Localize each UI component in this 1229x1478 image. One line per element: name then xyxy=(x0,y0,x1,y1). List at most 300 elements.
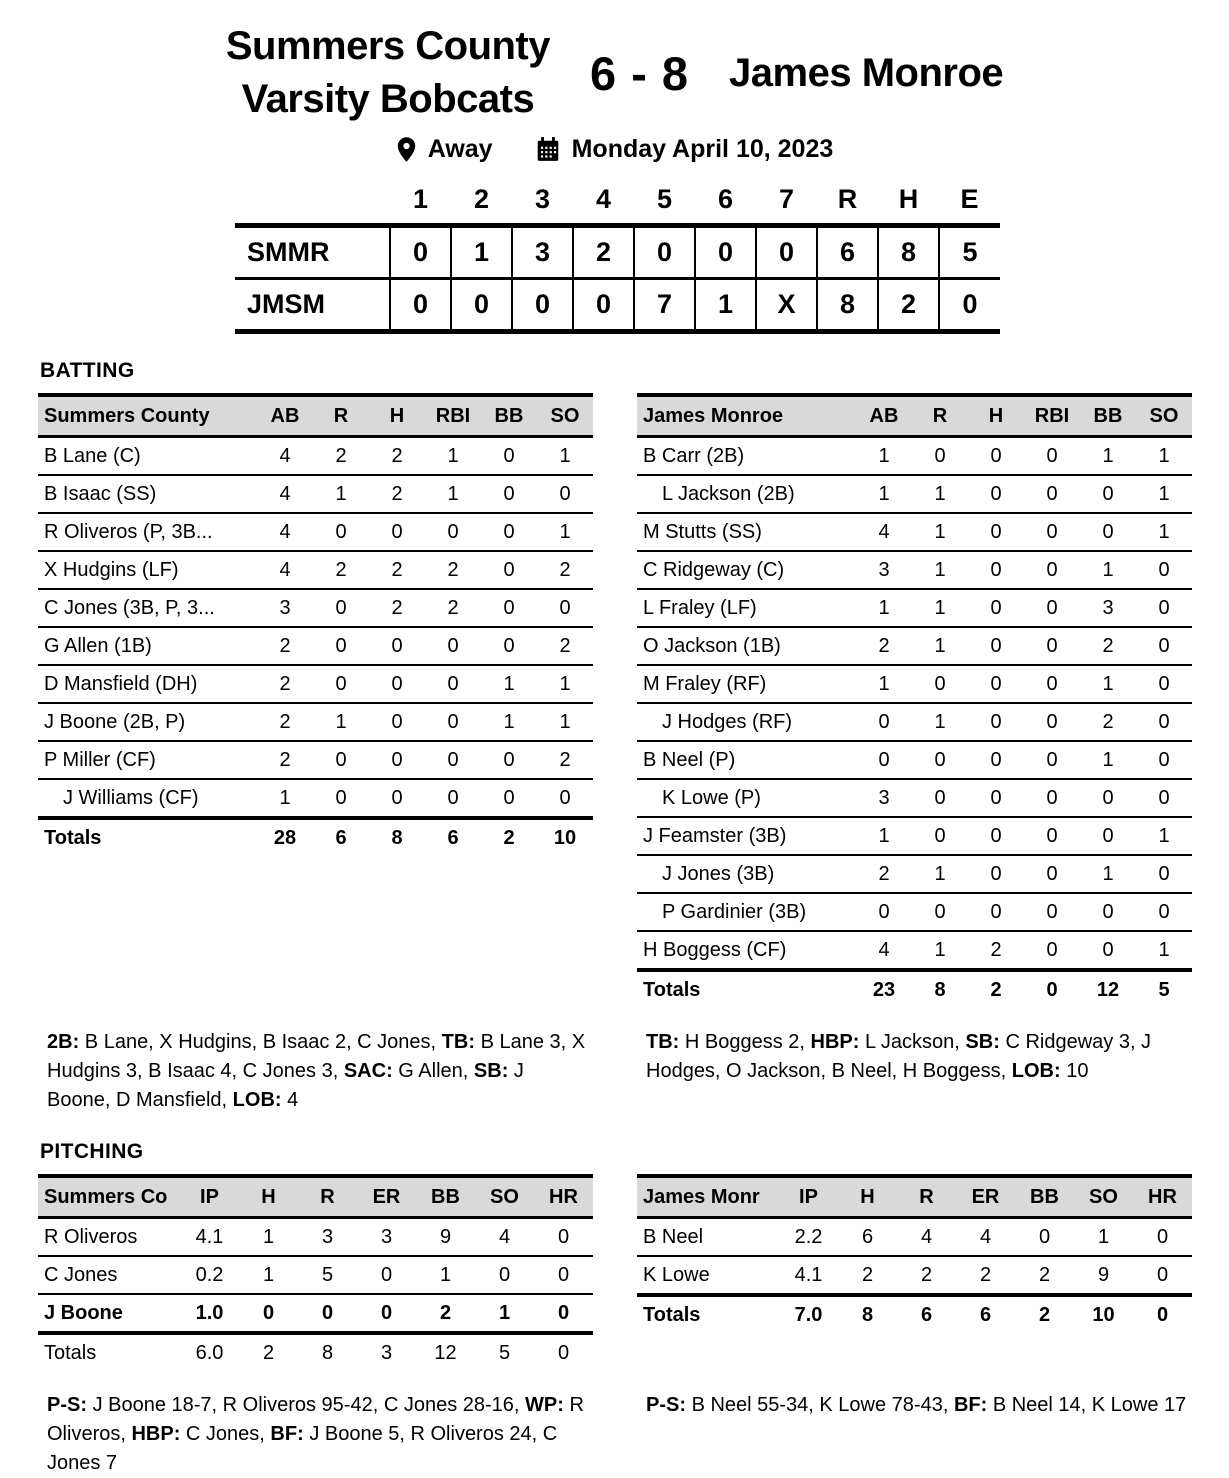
line-score-table xyxy=(235,184,1000,334)
inning-score: 0 xyxy=(512,279,573,332)
total-rbi: 0 xyxy=(1046,979,1058,1002)
player-name: R Oliveros (P, 3B... xyxy=(44,521,213,544)
pitching-home-totals xyxy=(637,1295,1192,1333)
pitching-player-row xyxy=(38,1218,593,1257)
stat-ab: 4 xyxy=(878,939,890,962)
note-text: 4 xyxy=(287,1089,299,1112)
stat-h: 0 xyxy=(990,445,1002,468)
column-header-hr: HR xyxy=(549,1186,578,1209)
column-header-er: ER xyxy=(372,1186,401,1209)
stat-h: 1 xyxy=(262,1264,275,1287)
line-score-header-row xyxy=(235,184,1000,226)
line-score-body xyxy=(235,226,1000,332)
batting-player-row xyxy=(637,475,1192,513)
column-header-r: R xyxy=(919,1186,934,1209)
stat-so: 2 xyxy=(559,559,571,582)
stat-bb: 0 xyxy=(503,787,515,810)
batting-player-row xyxy=(38,551,593,589)
stat-so: 1 xyxy=(559,711,571,734)
stat-so: 0 xyxy=(1158,635,1170,658)
inning-score: 3 xyxy=(512,226,573,279)
pitching-player-row xyxy=(38,1256,593,1294)
note-label: SB: xyxy=(965,1031,1000,1054)
batting-player-row xyxy=(637,437,1192,476)
stat-ab: 0 xyxy=(878,711,890,734)
total-bb: 12 xyxy=(434,1342,457,1365)
inning-score: 0 xyxy=(390,279,451,332)
note-text: B Lane, X Hudgins, B Isaac 2, C Jones, xyxy=(84,1031,437,1054)
stat-bb: 1 xyxy=(1102,863,1114,886)
column-header-bb: BB xyxy=(1093,405,1123,428)
note-label: LOB: xyxy=(1011,1060,1061,1083)
column-header-so: SO xyxy=(550,405,580,428)
pitcher-name: K Lowe xyxy=(643,1264,710,1287)
stat-bb: 1 xyxy=(1102,749,1114,772)
stat-h: 0 xyxy=(990,825,1002,848)
column-header-hr: HR xyxy=(1148,1186,1177,1209)
stat-so: 1 xyxy=(1158,483,1170,506)
calendar-icon xyxy=(535,137,561,163)
stat-r: 2 xyxy=(335,559,347,582)
note-text: J Boone, D Mansfield, xyxy=(47,1060,524,1112)
stat-r: 1 xyxy=(934,939,946,962)
note-label: TB: xyxy=(646,1031,680,1054)
runs-value: 6 xyxy=(817,226,878,279)
stat-r: 1 xyxy=(934,521,946,544)
column-header-h: H xyxy=(261,1186,276,1209)
player-name: H Boggess (CF) xyxy=(643,939,787,962)
stat-rbi: 0 xyxy=(447,635,459,658)
column-header-so: SO xyxy=(490,1186,519,1209)
stat-ab: 4 xyxy=(279,445,291,468)
total-bb: 2 xyxy=(503,827,515,850)
stat-bb: 0 xyxy=(503,559,515,582)
player-name: C Jones (3B, P, 3... xyxy=(44,597,215,620)
total-so: 5 xyxy=(498,1342,511,1365)
player-name: D Mansfield (DH) xyxy=(44,673,198,696)
stat-bb: 0 xyxy=(1102,483,1114,506)
pitching-player-row xyxy=(38,1294,593,1333)
stat-so: 0 xyxy=(1158,787,1170,810)
stat-ip: 2.2 xyxy=(794,1226,823,1249)
total-hr: 0 xyxy=(1156,1304,1169,1327)
stat-h: 0 xyxy=(990,673,1002,696)
stat-rbi: 1 xyxy=(447,483,459,506)
column-header-r: R xyxy=(320,1186,335,1209)
stat-bb: 0 xyxy=(503,635,515,658)
column-header-rbi: RBI xyxy=(435,405,471,428)
pitching-section-title: PITCHING xyxy=(40,1140,144,1164)
away-team-name-line1: Summers County xyxy=(225,24,550,68)
note-label: TB: xyxy=(441,1031,475,1054)
stat-h: 0 xyxy=(391,749,403,772)
pitching-header-row xyxy=(637,1176,1192,1218)
stat-r: 1 xyxy=(335,711,347,734)
game-meta xyxy=(0,135,1229,164)
stat-h: 2 xyxy=(391,445,403,468)
stat-bb: 1 xyxy=(1102,445,1114,468)
player-name: L Jackson (2B) xyxy=(662,483,795,506)
final-score: 6 - 8 xyxy=(590,46,690,100)
stat-ab: 4 xyxy=(279,521,291,544)
batting-player-row xyxy=(38,437,593,476)
runs-value: 8 xyxy=(817,279,878,332)
stat-h: 0 xyxy=(990,635,1002,658)
stat-h: 0 xyxy=(990,483,1002,506)
stat-hr: 0 xyxy=(557,1226,570,1249)
player-name: J Williams (CF) xyxy=(63,787,199,810)
pitching-notes-away xyxy=(38,1391,588,1478)
inning-score: 0 xyxy=(695,226,756,279)
inning-score: 0 xyxy=(573,279,634,332)
inning-score: 1 xyxy=(451,226,512,279)
stat-ab: 0 xyxy=(878,749,890,772)
batting-team-header: James Monroe xyxy=(643,405,784,428)
stat-rbi: 1 xyxy=(447,445,459,468)
stat-h: 0 xyxy=(990,901,1002,924)
totals-label: Totals xyxy=(643,1304,701,1327)
stat-ab: 4 xyxy=(279,559,291,582)
stat-h: 1 xyxy=(262,1226,275,1249)
column-header-so: SO xyxy=(1089,1186,1118,1209)
stat-rbi: 0 xyxy=(1046,597,1058,620)
total-so: 10 xyxy=(553,827,577,850)
stat-r: 0 xyxy=(321,1302,334,1325)
note-label: P-S: xyxy=(646,1394,686,1417)
player-name: G Allen (1B) xyxy=(44,635,152,658)
errors-value: 5 xyxy=(939,226,1000,279)
pitcher-name: R Oliveros xyxy=(44,1226,138,1249)
line-score-row xyxy=(235,279,1000,332)
pitching-notes-home xyxy=(637,1391,1187,1420)
note-text: B Lane 3, X Hudgins 3, B Isaac 4, C Jones 3, xyxy=(47,1031,586,1083)
inning-score: 1 xyxy=(695,279,756,332)
stat-r: 0 xyxy=(934,445,946,468)
batting-team-header: Summers County xyxy=(44,405,210,428)
stat-so: 1 xyxy=(559,673,571,696)
note-label: HBP: xyxy=(810,1031,860,1054)
batting-player-row xyxy=(38,741,593,779)
note-label: SB: xyxy=(473,1060,509,1083)
stat-h: 0 xyxy=(391,521,403,544)
stat-r: 4 xyxy=(920,1226,933,1249)
stat-hr: 0 xyxy=(557,1264,570,1287)
player-name: X Hudgins (LF) xyxy=(44,559,179,582)
inning-header: 1 xyxy=(412,184,429,215)
total-h: 2 xyxy=(262,1342,275,1365)
stat-bb: 1 xyxy=(1102,673,1114,696)
stat-ab: 0 xyxy=(878,901,890,924)
column-header-r: R xyxy=(333,405,349,428)
stat-ip: 1.0 xyxy=(195,1302,224,1325)
batting-player-row xyxy=(637,893,1192,931)
line-score-row xyxy=(235,226,1000,279)
inning-score: 2 xyxy=(573,226,634,279)
total-ip: 6.0 xyxy=(195,1342,224,1365)
stat-bb: 0 xyxy=(1038,1226,1051,1249)
stat-er: 2 xyxy=(979,1264,992,1287)
stat-rbi: 0 xyxy=(447,673,459,696)
stat-rbi: 0 xyxy=(1046,749,1058,772)
stat-ab: 3 xyxy=(279,597,291,620)
stat-bb: 0 xyxy=(1102,521,1114,544)
stat-h: 0 xyxy=(391,711,403,734)
batting-player-row xyxy=(637,513,1192,551)
stat-r: 1 xyxy=(934,711,946,734)
stat-r: 0 xyxy=(934,673,946,696)
note-label: LOB: xyxy=(232,1089,282,1112)
batting-player-row xyxy=(637,665,1192,703)
stat-bb: 3 xyxy=(1102,597,1114,620)
stat-r: 1 xyxy=(934,863,946,886)
stat-ab: 4 xyxy=(878,521,890,544)
pitching-team-header: Summers Co xyxy=(44,1186,168,1209)
stat-r: 3 xyxy=(321,1226,334,1249)
player-name: M Fraley (RF) xyxy=(643,673,767,696)
stat-r: 0 xyxy=(335,787,347,810)
batting-player-row xyxy=(637,589,1192,627)
stat-so: 0 xyxy=(1158,901,1170,924)
stat-ip: 0.2 xyxy=(195,1264,224,1287)
inning-header: 5 xyxy=(656,184,673,215)
inning-score: 0 xyxy=(451,279,512,332)
totals-label: Totals xyxy=(44,827,102,850)
stat-r: 0 xyxy=(335,597,347,620)
stat-bb: 0 xyxy=(503,749,515,772)
stat-r: 0 xyxy=(335,635,347,658)
stat-so: 0 xyxy=(559,787,571,810)
inning-score: 0 xyxy=(634,226,695,279)
stat-rbi: 0 xyxy=(447,521,459,544)
pitching-home-body xyxy=(637,1218,1192,1296)
stat-r: 0 xyxy=(934,787,946,810)
stat-ab: 1 xyxy=(878,483,890,506)
column-header-ab: AB xyxy=(270,405,300,428)
pitching-away-totals xyxy=(38,1333,593,1371)
totals-row xyxy=(38,1333,593,1371)
note-text: H Boggess 2, xyxy=(684,1031,805,1054)
total-bb: 12 xyxy=(1096,979,1120,1002)
stat-bb: 1 xyxy=(1102,559,1114,582)
stat-so: 0 xyxy=(1158,597,1170,620)
stat-er: 4 xyxy=(979,1226,992,1249)
inning-score: X xyxy=(756,279,817,332)
hits-header: H xyxy=(898,184,919,215)
stat-r: 2 xyxy=(920,1264,933,1287)
player-name: J Boone (2B, P) xyxy=(44,711,186,734)
errors-value: 0 xyxy=(939,279,1000,332)
total-h: 8 xyxy=(861,1304,874,1327)
team-abbreviation: JMSM xyxy=(247,289,326,320)
stat-rbi: 0 xyxy=(1046,901,1058,924)
stat-so: 9 xyxy=(1097,1264,1110,1287)
pitching-header-row xyxy=(38,1176,593,1218)
totals-row xyxy=(637,970,1192,1008)
stat-rbi: 0 xyxy=(1046,483,1058,506)
stat-ab: 2 xyxy=(279,711,291,734)
note-text: J Boone 5, R Oliveros 24, C Jones 7 xyxy=(47,1423,558,1475)
batting-notes-home xyxy=(637,1028,1187,1086)
totals-row xyxy=(38,818,593,856)
note-label: HBP: xyxy=(131,1423,181,1446)
stat-rbi: 0 xyxy=(1046,711,1058,734)
total-bb: 2 xyxy=(1038,1304,1051,1327)
stat-ab: 1 xyxy=(878,673,890,696)
inning-score: 7 xyxy=(634,279,695,332)
stat-hr: 0 xyxy=(1156,1264,1169,1287)
stat-h: 0 xyxy=(990,711,1002,734)
batting-notes-away xyxy=(38,1028,588,1115)
column-header-h: H xyxy=(988,405,1004,428)
stat-so: 0 xyxy=(1158,863,1170,886)
stat-rbi: 0 xyxy=(1046,559,1058,582)
stat-h: 0 xyxy=(990,597,1002,620)
away-team-name-line2: Varsity Bobcats xyxy=(241,77,535,122)
player-name: B Carr (2B) xyxy=(643,445,745,468)
stat-rbi: 0 xyxy=(1046,673,1058,696)
pitcher-name: J Boone xyxy=(44,1302,123,1325)
player-name: J Feamster (3B) xyxy=(643,825,787,848)
team-abbreviation: SMMR xyxy=(247,237,330,268)
stat-r: 0 xyxy=(335,749,347,772)
stat-r: 0 xyxy=(934,901,946,924)
stat-h: 2 xyxy=(391,559,403,582)
game-header xyxy=(0,0,1229,126)
stat-ab: 2 xyxy=(878,635,890,658)
note-label: 2B: xyxy=(47,1031,80,1054)
player-name: O Jackson (1B) xyxy=(643,635,781,658)
stat-so: 1 xyxy=(559,445,571,468)
stat-rbi: 0 xyxy=(1046,787,1058,810)
stat-r: 1 xyxy=(934,483,946,506)
column-header-ab: AB xyxy=(869,405,899,428)
stat-r: 0 xyxy=(335,673,347,696)
stat-bb: 2 xyxy=(439,1302,452,1325)
note-label: P-S: xyxy=(47,1394,87,1417)
stat-so: 0 xyxy=(1158,711,1170,734)
player-name: J Jones (3B) xyxy=(662,863,775,886)
batting-player-row xyxy=(637,779,1192,817)
game-date: Monday April 10, 2023 xyxy=(571,135,834,164)
column-header-rbi: RBI xyxy=(1034,405,1070,428)
pitching-player-row xyxy=(637,1218,1192,1257)
total-ab: 28 xyxy=(273,827,297,850)
stat-ab: 1 xyxy=(878,825,890,848)
batting-player-row xyxy=(38,665,593,703)
stat-h: 0 xyxy=(990,863,1002,886)
pitching-table-home xyxy=(637,1174,1192,1333)
batting-player-row xyxy=(38,475,593,513)
stat-h: 6 xyxy=(861,1226,874,1249)
total-er: 6 xyxy=(979,1304,992,1327)
total-r: 8 xyxy=(321,1342,334,1365)
note-text: B Neel 14, K Lowe 17 xyxy=(992,1394,1187,1417)
stat-h: 0 xyxy=(990,559,1002,582)
column-header-h: H xyxy=(860,1186,875,1209)
stat-ab: 1 xyxy=(279,787,291,810)
total-ip: 7.0 xyxy=(794,1304,823,1327)
stat-rbi: 2 xyxy=(447,559,459,582)
stat-bb: 0 xyxy=(503,597,515,620)
player-name: P Miller (CF) xyxy=(44,749,156,772)
column-header-er: ER xyxy=(971,1186,1000,1209)
stat-bb: 2 xyxy=(1038,1264,1051,1287)
stat-so: 1 xyxy=(1158,825,1170,848)
stat-hr: 0 xyxy=(1156,1226,1169,1249)
stat-r: 1 xyxy=(934,559,946,582)
total-h: 2 xyxy=(990,979,1002,1002)
stat-rbi: 0 xyxy=(1046,939,1058,962)
pitching-away-body xyxy=(38,1218,593,1334)
batting-player-row xyxy=(637,931,1192,970)
stat-er: 0 xyxy=(380,1302,393,1325)
stat-h: 0 xyxy=(391,635,403,658)
batting-player-row xyxy=(637,855,1192,893)
batting-player-row xyxy=(38,589,593,627)
total-rbi: 6 xyxy=(447,827,459,850)
batting-home-body xyxy=(637,437,1192,971)
stat-h: 2 xyxy=(861,1264,874,1287)
line-score-corner xyxy=(235,184,390,226)
stat-bb: 0 xyxy=(1102,787,1114,810)
stat-ab: 1 xyxy=(878,597,890,620)
stat-so: 2 xyxy=(559,749,571,772)
batting-header-row xyxy=(38,395,593,437)
batting-header-row xyxy=(637,395,1192,437)
pitching-table-away xyxy=(38,1174,593,1371)
stat-h: 0 xyxy=(391,787,403,810)
batting-player-row xyxy=(38,627,593,665)
column-header-h: H xyxy=(389,405,405,428)
stat-bb: 1 xyxy=(503,711,515,734)
batting-table-away xyxy=(38,393,593,856)
batting-player-row xyxy=(637,817,1192,855)
total-r: 8 xyxy=(934,979,946,1002)
stat-ab: 4 xyxy=(279,483,291,506)
stat-so: 1 xyxy=(1158,521,1170,544)
stat-h: 2 xyxy=(990,939,1002,962)
column-header-bb: BB xyxy=(494,405,524,428)
stat-ab: 3 xyxy=(878,559,890,582)
pitching-columns xyxy=(0,1174,1229,1478)
pitching-player-row xyxy=(637,1256,1192,1295)
column-header-r: R xyxy=(932,405,948,428)
note-text: R Oliveros, xyxy=(47,1394,584,1446)
stat-rbi: 0 xyxy=(447,787,459,810)
note-text: C Jones, xyxy=(185,1423,265,1446)
stat-so: 4 xyxy=(498,1226,511,1249)
hits-value: 8 xyxy=(878,226,939,279)
stat-so: 0 xyxy=(1158,749,1170,772)
batting-player-row xyxy=(38,703,593,741)
stat-rbi: 0 xyxy=(1046,825,1058,848)
stat-bb: 2 xyxy=(1102,635,1114,658)
stat-so: 1 xyxy=(1158,939,1170,962)
runs-header: R xyxy=(837,184,858,215)
player-name: B Neel (P) xyxy=(643,749,736,772)
player-name: K Lowe (P) xyxy=(662,787,761,810)
batting-section-title: BATTING xyxy=(40,359,135,383)
stat-h: 2 xyxy=(391,597,403,620)
totals-row xyxy=(637,1295,1192,1333)
column-header-so: SO xyxy=(1149,405,1179,428)
stat-r: 1 xyxy=(335,483,347,506)
stat-ab: 2 xyxy=(279,635,291,658)
total-so: 10 xyxy=(1092,1304,1115,1327)
stat-h: 0 xyxy=(262,1302,275,1325)
player-name: B Isaac (SS) xyxy=(44,483,157,506)
stat-r: 5 xyxy=(321,1264,334,1287)
